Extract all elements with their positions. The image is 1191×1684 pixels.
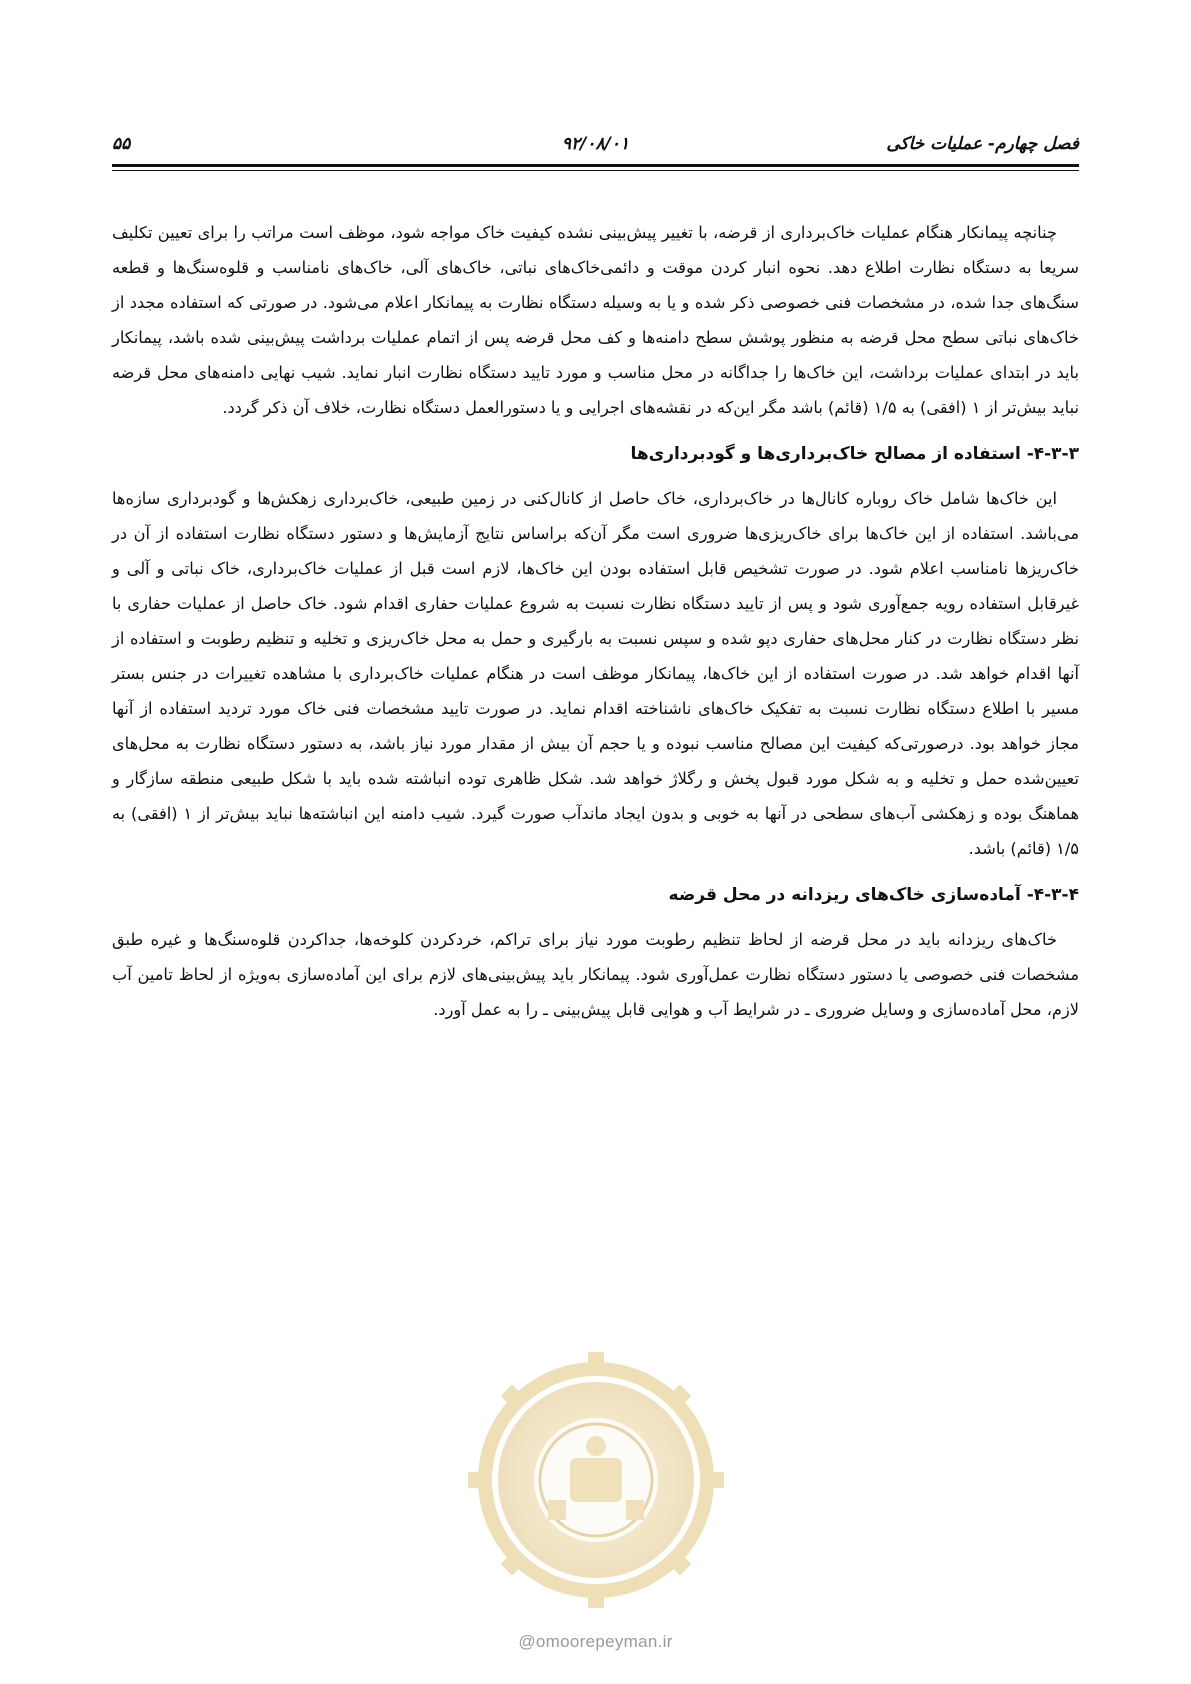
paragraph-borrow-pit: چنانچه پیمانکار هنگام عملیات خاک‌برداری از قرضه، با تغییر پیش‌بینی نشده کیفیت خاک مواجه شود، موظف است مراتب را برای تعیین تکلیف سریعا به دستگاه نظارت اطلاع دهد. نحوه انبار کردن موقت و دائمی‌خاک‌های نباتی، خاک‌های آلی، خاک‌های نامناسب و قلوه‌سنگ‌ها و قطعه سنگ‌های جدا شده، در مشخصات فنی خصوصی ذکر شده و یا به وسیله دستگاه نظارت به پیمانکار اعلام می‌شود. در صورتی که استفاده مجدد از خاک‌های نباتی سطح محل قرضه به منظور پوشش سطح دامنه‌ها و کف محل قرضه پس از اتمام عملیات برداشت پیش‌بینی شده باشد، پیمانکار باید در ابتدای عملیات برداشت، این خاک‌ها را جداگانه در محل مناسب و مورد تایید دستگاه نظارت انبار نماید. شیب نهایی دامنه‌های محل قرضه نباید بیش‌تر از ۱ (افقی) به ۱/۵ (قائم) باشد مگر این‌که در نقشه‌های اجرایی و یا دستورالعمل دستگاه نظارت، خلاف آن ذکر گردد. [112,223,1079,417]
watermark-seal-icon [466,1350,726,1610]
revision-date: ۹۲/۰۸/۰۱ [561,134,630,154]
page-body [112,215,1079,1027]
paragraph-excavation-materials: این خاک‌ها شامل خاک روباره کانال‌ها در خاک‌برداری، خاک حاصل از کانال‌کنی در زمین طبیعی، خاک‌برداری زهکش‌ها و گودبرداری سازه‌ها می‌باشد. استفاده از این خاک‌ها برای خاک‌ریزی‌ها ضروری است مگر آن‌که براساس نتایج آزمایش‌ها و دستور دستگاه نظارت استفاده از آن در خاک‌ریزها نامناسب اعلام شود. در صورت تشخیص قابل استفاده بودن این خاک‌ها، لازم است قبل از عملیات خاک‌برداری، خاک نباتی و آلی و غیرقابل استفاده رویه جمع‌آوری شود و پس از تایید دستگاه نظارت نسبت به شروع عملیات حفاری اقدام شود. خاک حاصل از عملیات حفاری با نظر دستگاه نظارت در کنار محل‌های حفاری دپو شده و سپس نسبت به بارگیری و حمل به محل خاک‌ریزی و تخلیه و تنظیم رطوبت و استفاده از آنها اقدام خواهد شد. در صورت استفاده از این خاک‌ها، پیمانکار موظف است در هنگام عملیات خاک‌برداری با مشاهده تغییرات در جنس بستر مسیر با اطلاع دستگاه نظارت نسبت به تفکیک خاک‌های ناشناخته اقدام نماید. در صورت تایید مشخصات فنی خاک مورد تردید استفاده از آنها مجاز خواهد بود. درصورتی‌که کیفیت این مصالح مناسب نبوده و یا حجم آن بیش از مقدار مورد نیاز باشد، به دستور دستگاه نظارت به محل‌های تعیین‌شده حمل و تخلیه و به شکل مورد قبول پخش و رگلاژ خواهد شد. شکل ظاهری توده انباشته شده باید با شکل طبیعی منطقه سازگار و هماهنگ بوده و زهکشی آب‌های سطحی در آنها به خوبی و بدون ایجاد ماندآب صورت گیرد. شیب دامنه این انباشته‌ها نباید بیش‌تر از ۱ (افقی) به ۱/۵ (قائم) باشد. [112,489,1079,858]
watermark-url: @omoorepeyman.ir [518,1632,673,1651]
header-rule-thick [112,164,1079,167]
section-heading-4-3-3: ۴-۳-۳- استفاده از مصالح خاک‌برداری‌ها و گودبرداری‌ها [630,444,1079,464]
chapter-title: فصل چهارم- عملیات خاکی [886,134,1079,154]
header-rule-thin [112,170,1079,171]
section-heading-4-3-4: ۴-۳-۴- آماده‌سازی خاک‌های ریزدانه در محل قرضه [668,885,1079,905]
page-header [112,128,1079,160]
paragraph-fine-soil-preparation: خاک‌های ریزدانه باید در محل قرضه از لحاظ تنظیم رطوبت مورد نیاز برای تراکم، خردکردن کلوخه‌ها، جداکردن قلوه‌سنگ‌ها و غیره طبق مشخصات فنی خصوصی یا دستور دستگاه نظارت عمل‌آوری شود. پیمانکار باید پیش‌بینی‌های لازم برای این آماده‌سازی به‌ویژه از لحاظ تامین آب لازم، محل آماده‌سازی و وسایل ضروری ـ در شرایط آب و هوایی قابل پیش‌بینی ـ را به عمل آورد. [112,930,1079,1019]
page-number: ۵۵ [112,134,131,154]
